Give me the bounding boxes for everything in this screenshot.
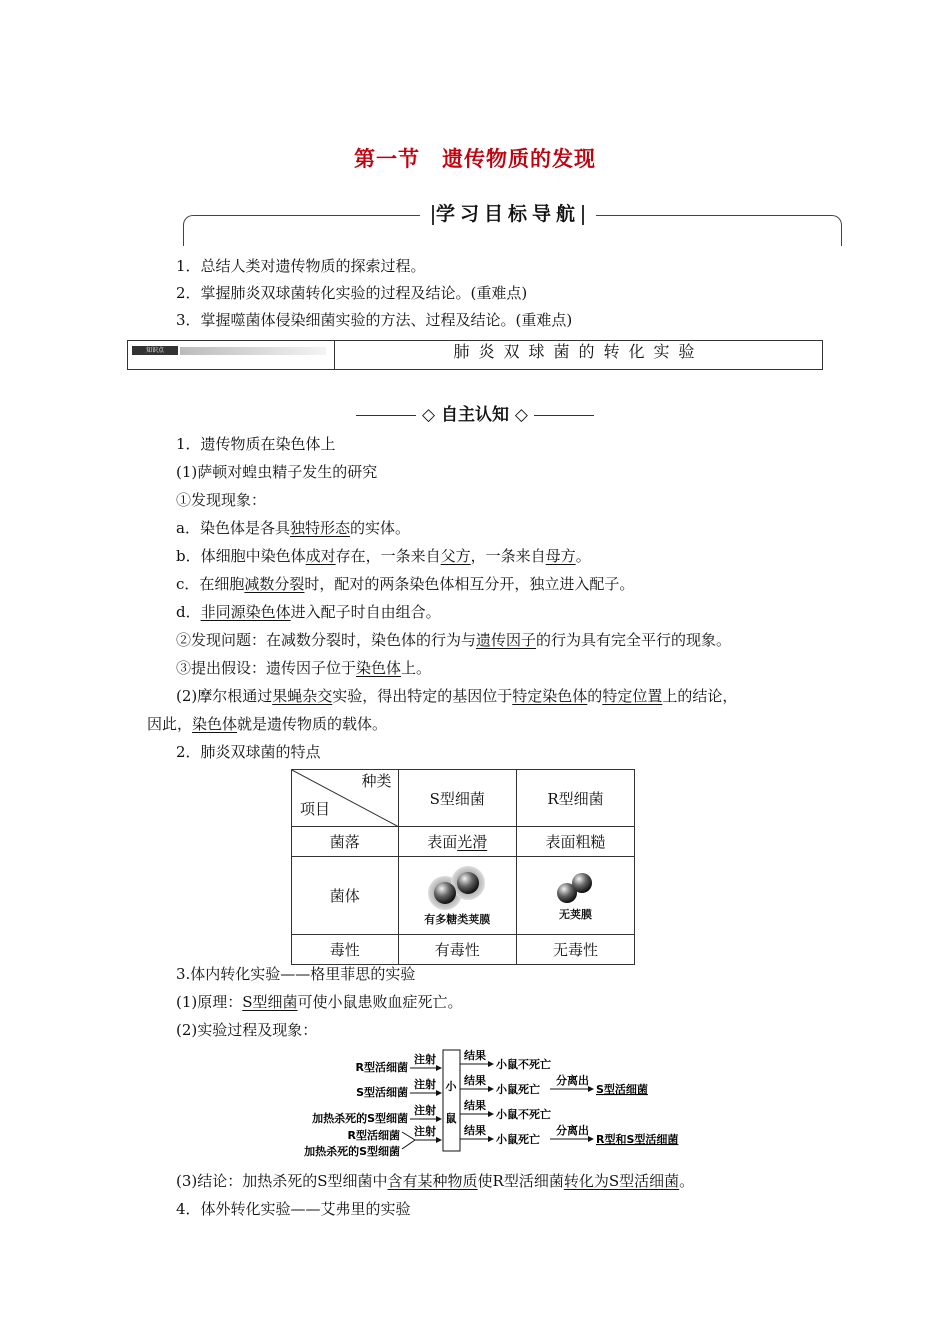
knowledge-point-gradient [180, 347, 326, 355]
result-label-2: 结果 [464, 1074, 486, 1087]
s1-p1: (1)萨顿对蝗虫精子发生的研究 [176, 463, 378, 481]
row-label-body: 菌体 [292, 857, 399, 935]
mouse-char-2: 鼠 [445, 1112, 457, 1125]
knowledge-point-title: 肺炎双球菌的转化实验 [453, 342, 704, 361]
s-colony-cell: 表面光滑 [398, 827, 516, 857]
result-label-1: 结果 [464, 1049, 486, 1062]
objective-2: 2．掌握肺炎双球菌转化实验的过程及结论。(重难点) [176, 284, 528, 302]
isolated-1: S型活细菌 [596, 1083, 648, 1096]
mouse-box [443, 1050, 460, 1151]
left-label-3: 加热杀死的S型细菌 [312, 1112, 408, 1125]
s3-p1: (1)原理：S型细菌可使小鼠患败血症死亡。 [176, 993, 463, 1011]
s3-p2: (2)实验过程及现象： [176, 1021, 318, 1039]
s-body-cell [398, 857, 516, 935]
inject-label-1: 注射 [414, 1053, 436, 1066]
page-title: 第一节 遗传物质的发现 [354, 147, 596, 171]
r-body-cell [516, 857, 634, 935]
mouse-char-1: 小 [445, 1080, 457, 1093]
s1-item-b: b．体细胞中染色体成对存在，一条来自父方，一条来自母方。 [176, 547, 591, 565]
s2-heading: 2．肺炎双球菌的特点 [176, 743, 321, 761]
left-label-1: R型活细菌 [355, 1061, 408, 1074]
griffith-experiment-diagram [280, 1044, 710, 1162]
s1-item-d: d．非同源染色体进入配子时自由组合。 [176, 603, 441, 621]
outcome-3: 小鼠不死亡 [496, 1108, 551, 1121]
row-label-toxicity: 毒性 [292, 935, 399, 965]
section-heading: ◇ 自主认知 ◇ [0, 400, 950, 425]
col-header-s: S型细菌 [398, 770, 516, 827]
inject-label-4: 注射 [414, 1125, 436, 1138]
inject-label-2: 注射 [414, 1078, 436, 1091]
table-corner-cell [292, 770, 399, 827]
r-bacteria-illustration [545, 870, 605, 906]
s3-conclusion: (3)结论：加热杀死的S型细菌中含有某种物质使R型活细菌转化为S型活细菌。 [176, 1172, 695, 1190]
r-toxicity-cell: 无毒性 [516, 935, 634, 965]
r-colony-cell: 表面粗糙 [516, 827, 634, 857]
isolated-2: R型和S型活细菌 [596, 1133, 679, 1146]
knowledge-point-box [127, 340, 823, 370]
isolate-label-1: 分离出 [556, 1074, 589, 1087]
left-label-2: S型活细菌 [356, 1086, 408, 1099]
s3-heading: 3.体内转化实验——格里菲思的实验 [176, 965, 416, 983]
s1-question: ②发现问题：在减数分裂时，染色体的行为与遗传因子的行为具有完全平行的现象。 [176, 631, 732, 649]
knowledge-point-tag-area [128, 341, 335, 369]
col-header-r: R型细菌 [516, 770, 634, 827]
s-bacteria-illustration [417, 865, 497, 911]
result-label-3: 结果 [464, 1099, 486, 1112]
left-label-4: R型活细菌 [347, 1129, 400, 1142]
inject-label-3: 注射 [414, 1104, 436, 1117]
s1-item-a: a．染色体是各具独特形态的实体。 [176, 519, 410, 537]
objective-3: 3．掌握噬菌体侵染细菌实验的方法、过程及结论。(重难点) [176, 311, 573, 329]
row-label-colony: 菌落 [292, 827, 399, 857]
s1-p2-cont: 因此，染色体就是遗传物质的载体。 [147, 715, 388, 733]
outcome-1: 小鼠不死亡 [496, 1058, 551, 1071]
s1-item-c: c．在细胞减数分裂时，配对的两条染色体相互分开，独立进入配子。 [176, 575, 635, 593]
outcome-2: 小鼠死亡 [496, 1083, 540, 1096]
s1-heading: 1．遗传物质在染色体上 [176, 435, 336, 453]
s4-heading: 4．体外转化实验——艾弗里的实验 [176, 1200, 411, 1218]
s1-p2: (2)摩尔根通过果蝇杂交实验，得出特定的基因位于特定染色体的特定位置上的结论， [176, 687, 738, 705]
corner-bottom-label: 项目 [300, 800, 331, 818]
corner-top-label: 种类 [361, 772, 392, 790]
outcome-4: 小鼠死亡 [496, 1133, 540, 1146]
s1-find: ①发现现象： [176, 491, 267, 509]
bacteria-table [291, 769, 635, 965]
r-body-caption: 无荚膜 [558, 907, 592, 921]
knowledge-point-tag: 知识点 [132, 346, 178, 355]
merge-line-bottom [402, 1140, 415, 1149]
s-toxicity-cell: 有毒性 [398, 935, 516, 965]
objective-1: 1．总结人类对遗传物质的探索过程。 [176, 257, 426, 275]
left-label-5: 加热杀死的S型细菌 [304, 1145, 400, 1158]
guide-label: 学习目标导航 [420, 199, 596, 229]
result-label-4: 结果 [464, 1124, 486, 1137]
isolate-label-2: 分离出 [556, 1124, 589, 1137]
s1-hypothesis: ③提出假设：遗传因子位于染色体上。 [176, 659, 432, 677]
s-body-caption: 有多糖类荚膜 [424, 912, 491, 926]
